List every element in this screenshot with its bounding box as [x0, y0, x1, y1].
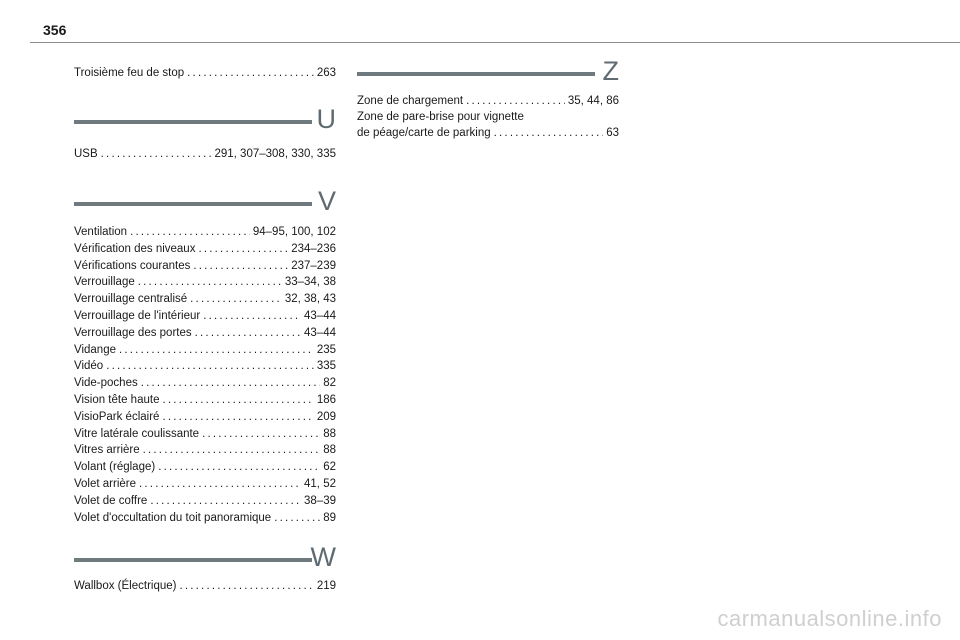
dot-leader — [162, 393, 313, 408]
entry-label: Vide-poches — [74, 377, 138, 390]
entry-pages: 263 — [316, 67, 336, 79]
entry-label: Vitre latérale coulissante — [74, 427, 200, 440]
section-rule — [74, 558, 312, 562]
entry-pages: 94–95, 100, 102 — [252, 226, 336, 238]
entry-label: USB — [74, 148, 98, 160]
dot-leader — [106, 359, 314, 374]
dot-leader — [494, 126, 604, 141]
entry-pages: 219 — [316, 580, 336, 592]
entry-label: de péage/carte de parking — [357, 127, 491, 139]
entry-pages: 186 — [316, 394, 336, 406]
section-letter: W — [310, 542, 336, 572]
index-entry — [74, 275, 336, 290]
section-header-u — [74, 100, 336, 134]
index-entry — [74, 511, 336, 526]
dot-leader — [203, 309, 301, 324]
index-entry — [74, 326, 336, 341]
dot-leader — [274, 511, 320, 526]
page-number: 356 — [43, 22, 67, 38]
entry-label-line1: Zone de pare-brise pour vignette — [357, 111, 524, 123]
section-letter: U — [316, 104, 336, 134]
section-header-z — [357, 52, 619, 86]
entry-label: Vidéo — [74, 360, 104, 373]
entry-pages: 63 — [606, 127, 619, 139]
index-entry — [74, 309, 336, 324]
entry-pages: 41, 52 — [304, 478, 336, 490]
dot-leader — [139, 477, 301, 492]
dot-leader — [195, 326, 301, 341]
entry-label: Volet de coffre — [74, 494, 148, 507]
index-entry — [74, 427, 336, 442]
entry-label: Verrouillage des portes — [74, 326, 192, 339]
index-entry — [74, 460, 336, 475]
entry-pages: 35, 44, 86 — [567, 95, 619, 107]
top-divider — [30, 42, 960, 43]
entry-label: Volet d'occultation du toit panoramique — [74, 511, 272, 524]
entry-pages: 32, 38, 43 — [284, 293, 336, 306]
section-rule — [357, 72, 595, 76]
entry-label: Zone de chargement — [357, 95, 464, 107]
index-entry — [74, 359, 336, 374]
entry-pages: 43–44 — [304, 310, 336, 322]
index-entry — [74, 242, 336, 257]
index-entry — [74, 579, 336, 594]
dot-leader — [138, 275, 282, 290]
section-header-v — [74, 182, 336, 216]
index-entry — [74, 147, 336, 162]
index-entry — [74, 410, 336, 425]
entry-label: Vitres arrière — [74, 444, 140, 457]
index-entry — [74, 292, 336, 307]
index-entry — [74, 66, 336, 81]
dot-leader — [130, 225, 250, 240]
dot-leader — [158, 460, 320, 475]
index-entry — [74, 393, 336, 408]
entry-pages: 89 — [323, 511, 336, 524]
entry-label: VisioPark éclairé — [74, 410, 160, 423]
section-letter: Z — [602, 56, 619, 86]
index-entry — [74, 225, 336, 240]
entry-pages: 235 — [316, 343, 336, 356]
dot-leader — [466, 94, 565, 109]
entry-pages: 237–239 — [291, 259, 336, 272]
entry-label: Vérification des niveaux — [74, 242, 196, 255]
dot-leader — [150, 494, 301, 509]
entry-pages: 62 — [323, 461, 336, 474]
entry-label: Verrouillage — [74, 276, 135, 289]
entry-label: Volet arrière — [74, 478, 137, 490]
dot-leader — [198, 242, 288, 257]
entry-label: Vidange — [74, 343, 116, 356]
dot-leader — [101, 147, 212, 162]
index-entry — [74, 259, 336, 274]
index-entry — [74, 477, 336, 492]
watermark-text: carmanualsonline.info — [717, 606, 942, 631]
entry-pages: 33–34, 38 — [284, 276, 336, 289]
index-entry — [74, 443, 336, 458]
entry-pages: 38–39 — [304, 494, 336, 507]
dot-leader — [119, 343, 314, 358]
dot-leader — [193, 259, 288, 274]
dot-leader — [162, 410, 313, 425]
dot-leader — [179, 579, 313, 594]
index-entry — [357, 94, 619, 109]
entry-label: Troisième feu de stop — [74, 67, 185, 79]
index-entry — [357, 126, 619, 141]
entry-label: Vision tête haute — [74, 394, 160, 406]
entry-pages: 82 — [323, 377, 336, 390]
entry-label: Wallbox (Électrique) — [74, 580, 177, 592]
index-entry — [74, 376, 336, 391]
dot-leader — [187, 66, 314, 81]
entry-pages: 88 — [323, 444, 336, 457]
entry-label: Volant (réglage) — [74, 461, 156, 474]
dot-leader — [202, 427, 320, 442]
index-entry — [74, 343, 336, 358]
entry-pages: 335 — [316, 360, 336, 373]
section-header-w — [74, 538, 336, 572]
dot-leader — [143, 443, 321, 458]
dot-leader — [190, 292, 282, 307]
entry-pages: 88 — [323, 427, 336, 440]
entry-pages: 209 — [316, 410, 336, 423]
entry-label: Verrouillage de l'intérieur — [74, 310, 201, 322]
index-entry — [74, 494, 336, 509]
entry-pages: 234–236 — [291, 242, 336, 255]
dot-leader — [141, 376, 320, 391]
entry-pages: 43–44 — [304, 326, 336, 339]
entry-label: Vérifications courantes — [74, 259, 191, 272]
entry-label: Ventilation — [74, 226, 128, 238]
section-rule — [74, 202, 312, 206]
entry-pages: 291, 307–308, 330, 335 — [214, 148, 336, 160]
entry-label: Verrouillage centralisé — [74, 293, 188, 306]
section-letter: V — [317, 186, 336, 216]
section-rule — [74, 120, 312, 124]
